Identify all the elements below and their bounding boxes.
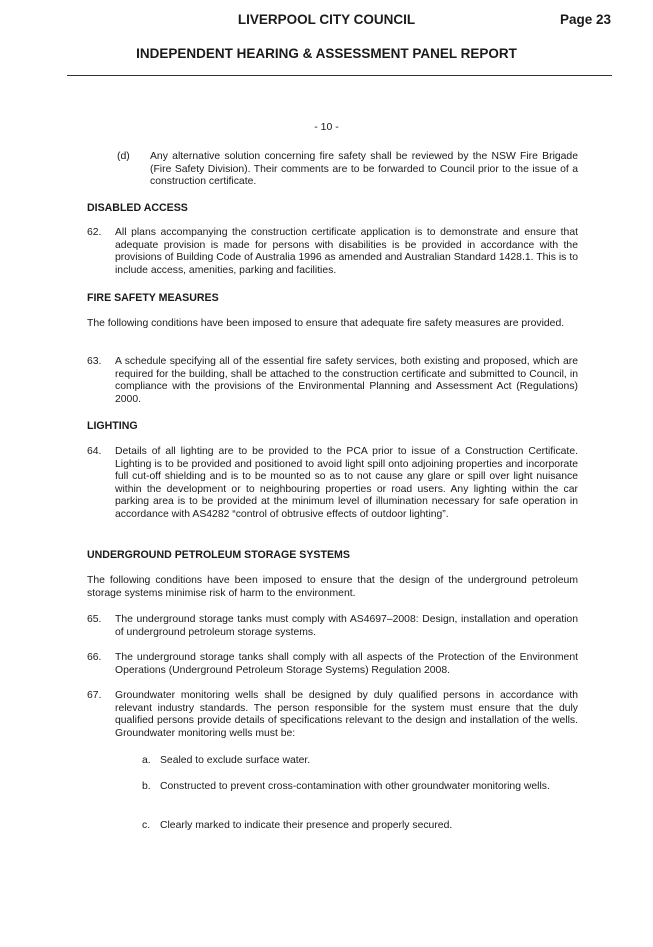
condition-text: Groundwater monitoring wells shall be designed by duly qualified persons in accordance with relevant industry standards. The person responsible for the system must ensure that the duly qualified persons provide details of specifications relevant to the design and installation of the wells. Groundwater monitoring wells must be: xyxy=(115,690,578,739)
condition-text: The underground storage tanks must comply with AS4697–2008: Design, installation and operation of underground petroleum storage systems. xyxy=(115,614,578,638)
page-header xyxy=(0,12,653,32)
subitem-text: Clearly marked to indicate their presence and properly secured. xyxy=(160,820,453,831)
condition-number: 62. xyxy=(87,227,102,238)
subitem-marker: a. xyxy=(142,755,151,766)
subitem-marker: b. xyxy=(142,781,151,792)
section-heading-petroleum: UNDERGROUND PETROLEUM STORAGE SYSTEMS xyxy=(87,549,350,561)
section-heading-disabled-access: DISABLED ACCESS xyxy=(87,202,188,214)
condition-text: A schedule specifying all of the essential fire safety services, both existing and proposed, which are required for the building, shall be attached to the construction certificate and submitted to Council, in compliance with the provisions of the Environmental Planning and Assessment Act (Regulations) 2000. xyxy=(115,356,578,405)
header-divider xyxy=(67,75,612,76)
subitem-text: Constructed to prevent cross-contamination with other groundwater monitoring wells. xyxy=(160,781,550,792)
section-heading-fire-safety: FIRE SAFETY MEASURES xyxy=(87,292,219,304)
clause-text: Any alternative solution concerning fire safety shall be reviewed by the NSW Fire Brigade (Fire Safety Division). Their comments are to be forwarded to Council prior to the issue of a construction certificate. xyxy=(150,151,578,188)
condition-text: The underground storage tanks shall comply with all aspects of the Protection of the Environment Operations (Underground Petroleum Storage Systems) Regulation 2008. xyxy=(115,652,578,676)
section-heading-lighting: LIGHTING xyxy=(87,420,138,432)
condition-text: All plans accompanying the construction certificate application is to demonstrate and ensure that adequate provision is made for persons with disabilities is be provided in accordance with the provisions of Building Code of Australia 1996 as amended and Australian Standard 1428.1. This is to include access, amenities, parking and facilities. xyxy=(115,227,578,276)
condition-number: 67. xyxy=(87,690,102,701)
condition-number: 64. xyxy=(87,446,102,457)
page-number: - 10 - xyxy=(314,121,339,133)
condition-number: 66. xyxy=(87,652,102,663)
section-intro: The following conditions have been imposed to ensure that adequate fire safety measures are provided. xyxy=(87,318,565,329)
council-name: LIVERPOOL CITY COUNCIL xyxy=(237,12,416,27)
subitem-marker: c. xyxy=(142,820,151,831)
clause-marker: (d) xyxy=(117,151,130,162)
condition-number: 65. xyxy=(87,614,102,625)
subitem-text: Sealed to exclude surface water. xyxy=(160,755,311,766)
condition-text: Details of all lighting are to be provided to the PCA prior to issue of a Construction Certificate. Lighting is to be provided and positioned to avoid light spill onto adjoining properties and incorporate full cut-off shielding and is to be mounted so as to not cause any glare or spill over light nuisance within the development or to neighbouring properties or road users. Any lighting within the car parking area is to be provided at the minimum level of illumination necessary for safe operation in accordance with AS4282 “control of obtrusive effects of outdoor lighting”. xyxy=(115,446,578,520)
condition-number: 63. xyxy=(87,356,102,367)
section-intro: The following conditions have been imposed to ensure that the design of the underground petroleum storage systems minimise risk of harm to the environment. xyxy=(87,575,578,599)
page-label: Page 23 xyxy=(559,12,611,27)
report-title: INDEPENDENT HEARING & ASSESSMENT PANEL REPORT xyxy=(136,46,517,61)
